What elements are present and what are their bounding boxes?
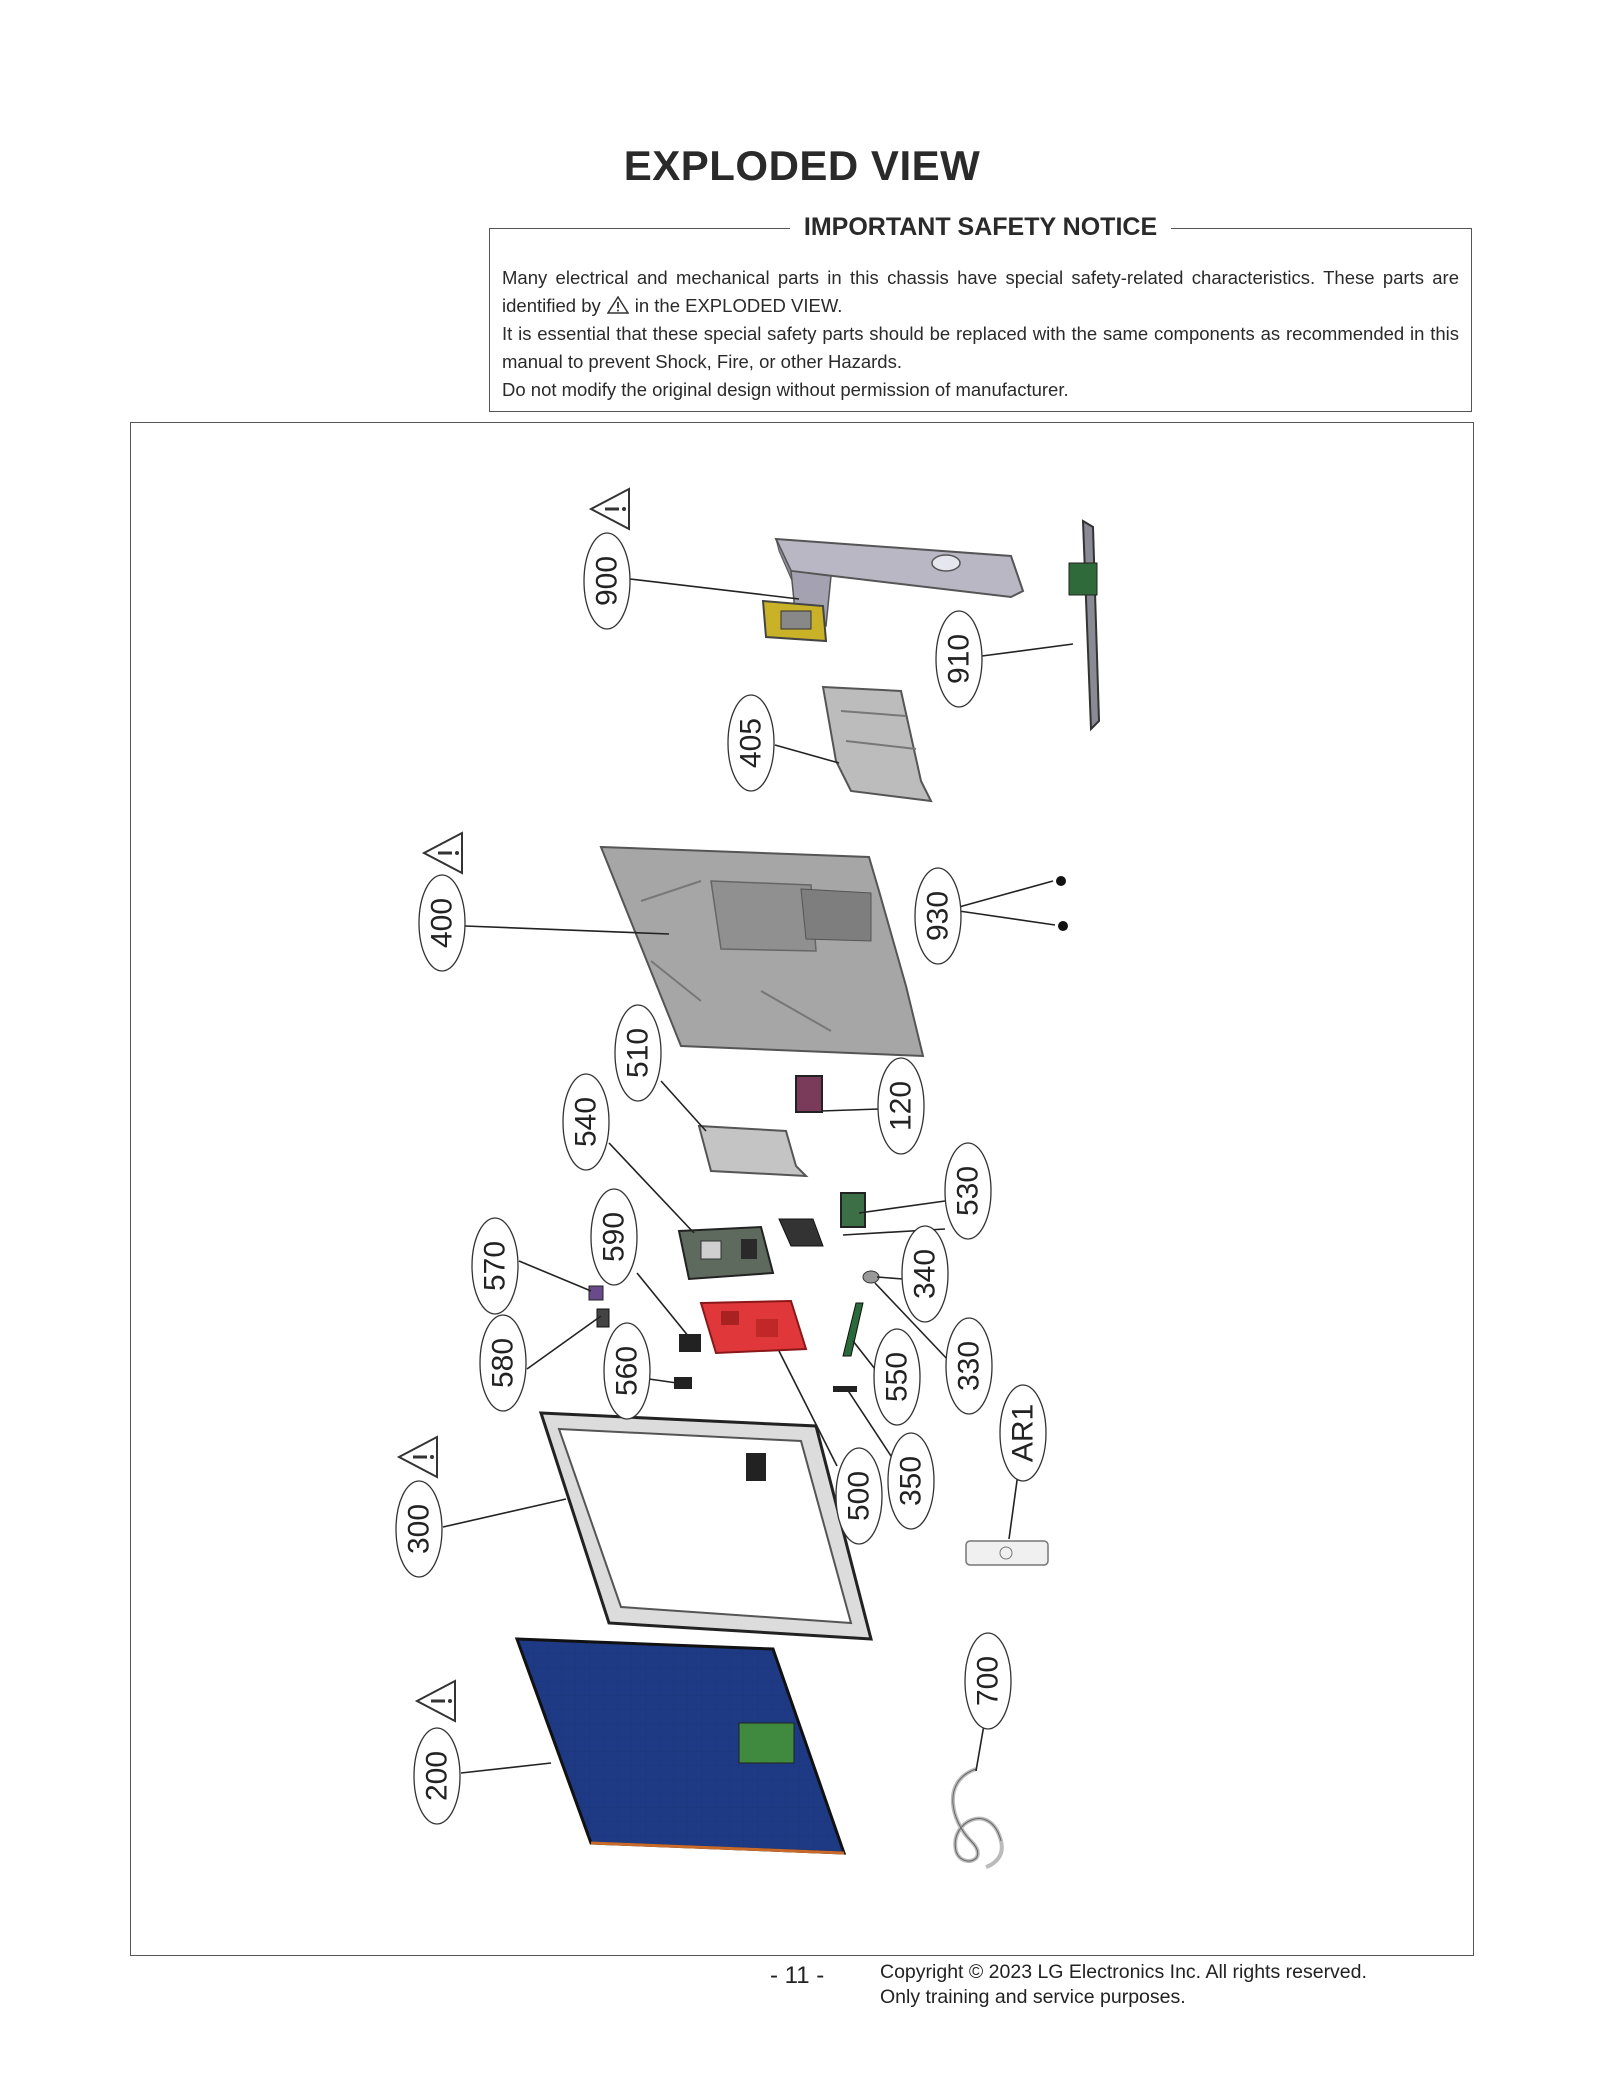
part-remote-ar1	[966, 1541, 1048, 1565]
part-main-board	[701, 1301, 806, 1353]
leader-line	[775, 745, 839, 763]
callout-label: 300	[402, 1503, 436, 1555]
page-title: EXPLODED VIEW	[623, 142, 981, 189]
safety-warning-icon	[424, 833, 462, 873]
leader-line	[853, 1341, 875, 1369]
leader-line	[519, 1261, 591, 1291]
callout-label: 200	[420, 1750, 454, 1802]
callout-910	[936, 611, 1073, 707]
part-small-570	[589, 1286, 603, 1300]
callout-label: 930	[921, 890, 955, 942]
callout-ar1	[1000, 1385, 1046, 1539]
leader-line	[959, 881, 1053, 907]
callout-570	[472, 1218, 591, 1314]
notice-line-1a: Many electrical and mechanical parts in this chassis have special safety-related characteristics. These parts are identified by	[502, 267, 1459, 316]
callout-930	[915, 868, 1055, 964]
safety-warning-icon	[417, 1681, 455, 1721]
notice-line-1b: in the EXPLODED VIEW.	[634, 295, 843, 316]
leader-line	[821, 1109, 879, 1111]
callout-405	[728, 695, 839, 791]
leader-line	[443, 1499, 566, 1527]
callout-label: 900	[590, 555, 624, 607]
callout-label: 560	[610, 1345, 644, 1397]
callout-label: 580	[486, 1337, 520, 1389]
page-number: - 11 -	[770, 1962, 825, 1989]
callout-120	[821, 1058, 924, 1154]
safety-warning-icon	[591, 489, 629, 529]
callout-300	[396, 1437, 566, 1577]
callout-550	[853, 1329, 920, 1425]
callout-label: 570	[478, 1240, 512, 1292]
part-power-cord	[953, 1769, 1002, 1867]
part-stand-base	[1069, 521, 1099, 729]
part-middle-frame	[541, 1413, 871, 1639]
callout-label: 510	[621, 1027, 655, 1079]
purpose-line: Only training and service purposes.	[880, 1986, 1186, 2008]
leader-line	[959, 911, 1055, 925]
leader-line	[630, 579, 799, 599]
callout-label: 700	[971, 1655, 1005, 1707]
part-strip-550	[843, 1303, 863, 1356]
callout-label: 350	[894, 1455, 928, 1507]
callout-label: 330	[952, 1340, 986, 1392]
callout-560	[604, 1323, 677, 1419]
callout-label: 340	[908, 1248, 942, 1300]
safety-notice-paragraph-1	[502, 264, 1459, 320]
safety-notice-paragraph-2: It is essential that these special safety parts should be replaced with the same components as recommended in this manual to prevent Shock, Fire, or other Hazards.	[502, 323, 1459, 372]
part-power-socket	[796, 1076, 822, 1112]
callout-label: 405	[734, 717, 768, 769]
callout-label: 550	[880, 1351, 914, 1403]
leader-line	[527, 1316, 601, 1369]
callout-label: 590	[597, 1211, 631, 1263]
part-screws	[1056, 876, 1068, 931]
callout-label: 540	[569, 1096, 603, 1148]
part-board-shield	[699, 1126, 806, 1176]
leader-line	[982, 644, 1073, 656]
callout-340	[877, 1226, 948, 1322]
leader-line	[859, 1201, 945, 1213]
leader-line	[649, 1379, 677, 1383]
part-module-530	[779, 1193, 865, 1246]
part-power-board	[679, 1227, 773, 1279]
part-clip-590	[679, 1334, 701, 1352]
safety-warning-icon	[399, 1437, 437, 1477]
part-stand-body	[763, 539, 1023, 641]
leader-line	[637, 1273, 689, 1337]
safety-notice-box	[489, 213, 1472, 412]
callout-580	[480, 1315, 601, 1411]
copyright-line: Copyright © 2023 LG Electronics Inc. All rights reserved.	[880, 1961, 1367, 1983]
callout-label: 120	[884, 1080, 918, 1132]
callout-label: 400	[425, 897, 459, 949]
callout-label: 910	[942, 633, 976, 685]
warning-triangle-icon	[607, 296, 629, 314]
safety-notice-body	[502, 264, 1459, 404]
leader-line	[877, 1277, 903, 1279]
exploded-view-diagram	[130, 422, 1474, 1956]
callout-200	[414, 1681, 551, 1824]
callout-label: AR1	[1006, 1403, 1040, 1463]
exploded-view-svg	[131, 423, 1475, 1957]
part-rear-bracket	[823, 687, 931, 801]
callout-label: 530	[951, 1165, 985, 1217]
callout-700	[965, 1633, 1011, 1771]
safety-notice-paragraph-3: Do not modify the original design without permission of manufacturer.	[502, 379, 1069, 400]
part-strip-350	[833, 1386, 857, 1392]
safety-notice-heading: IMPORTANT SAFETY NOTICE	[790, 213, 1171, 241]
copyright-notice	[880, 1960, 1367, 2010]
leader-line	[461, 1763, 551, 1773]
part-knob-340	[863, 1271, 879, 1283]
callout-label: 500	[842, 1470, 876, 1522]
part-display-panel	[517, 1639, 844, 1853]
leader-line	[661, 1081, 706, 1131]
